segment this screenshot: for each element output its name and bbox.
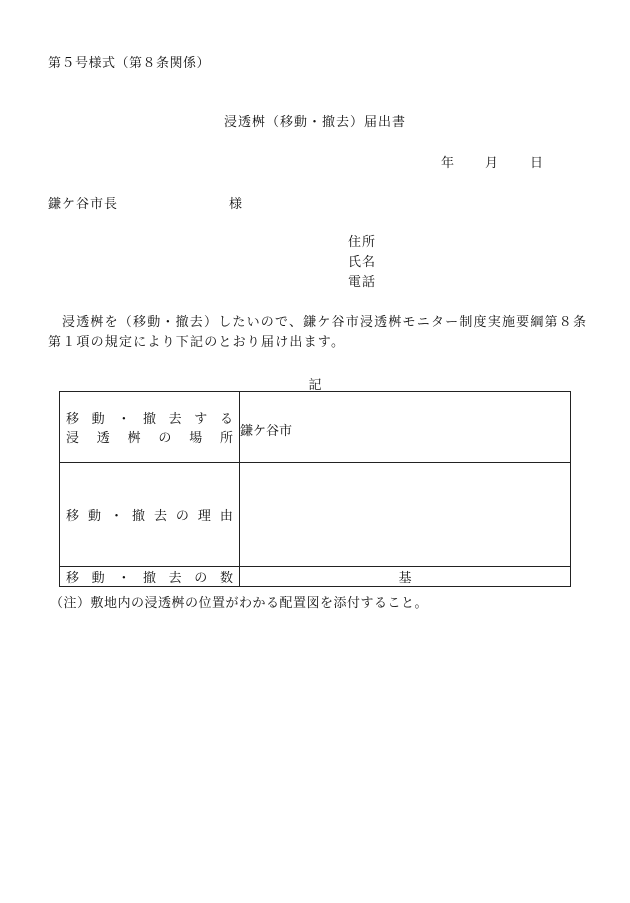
location-value: 鎌ケ谷市 bbox=[240, 424, 293, 439]
date-day-label: 日 bbox=[530, 156, 544, 171]
count-label-cell bbox=[60, 567, 240, 587]
reason-label: 移 動 ・ 撤 去 の 理 由 bbox=[66, 509, 233, 524]
ki-heading: 記 bbox=[308, 378, 322, 393]
location-value-cell[interactable] bbox=[240, 392, 571, 463]
honorific: 様 bbox=[229, 197, 243, 212]
addressee: 鎌ケ谷市長 bbox=[48, 197, 119, 212]
table-row-count bbox=[60, 567, 571, 587]
notification-table bbox=[59, 391, 571, 587]
table-row-reason bbox=[60, 463, 571, 567]
count-value-cell[interactable] bbox=[240, 567, 571, 587]
count-label: 移 動 ・ 撤 去 の 数 bbox=[66, 571, 233, 586]
location-label-line1: 移 動 ・ 撤 去 す る bbox=[66, 412, 233, 427]
location-label-cell bbox=[60, 392, 240, 463]
name-label: 氏名 bbox=[348, 255, 377, 270]
table-row-location bbox=[60, 392, 571, 463]
date-month-label: 月 bbox=[485, 156, 499, 171]
location-label-line2: 浸 透 桝 の 場 所 bbox=[66, 431, 233, 446]
document-title: 浸透桝（移動・撤去）届出書 bbox=[223, 115, 406, 130]
address-label: 住所 bbox=[348, 235, 377, 250]
note: （注）敷地内の浸透桝の位置がわかる配置図を添付すること。 bbox=[50, 596, 429, 611]
reason-value-cell[interactable] bbox=[240, 463, 571, 567]
form-number: 第５号様式（第８条関係） bbox=[48, 56, 211, 71]
body-paragraph: 浸透桝を（移動・撤去）したいので、鎌ケ谷市浸透桝モニター制度実施要綱第８条第１項の規定により下記のとおり届け出ます。 bbox=[48, 315, 588, 350]
phone-label: 電話 bbox=[348, 275, 377, 290]
applicant-block bbox=[348, 233, 376, 293]
reason-label-cell bbox=[60, 463, 240, 567]
count-unit: 基 bbox=[398, 571, 412, 586]
date-year-label: 年 bbox=[441, 156, 455, 171]
